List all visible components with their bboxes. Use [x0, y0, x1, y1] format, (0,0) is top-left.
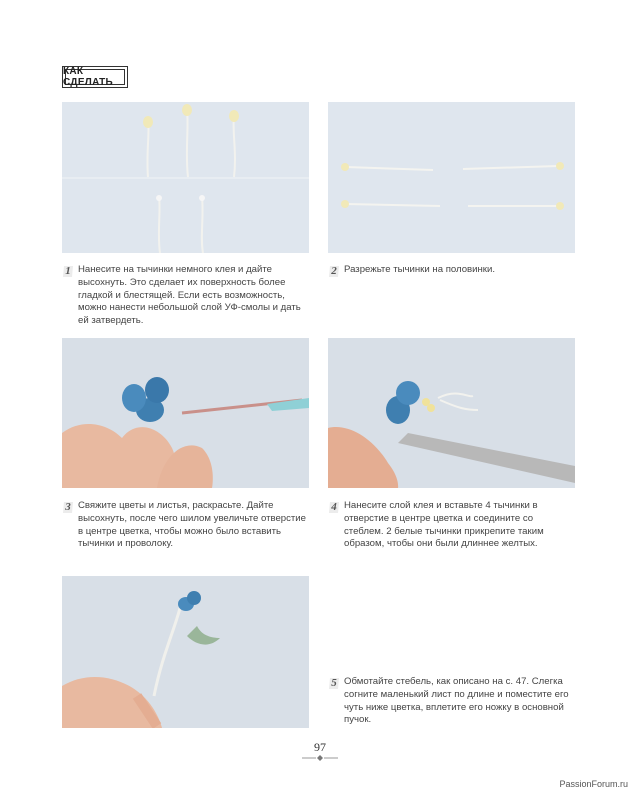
step-1 — [62, 264, 307, 328]
step-3-text: Свяжите цветы и листья, раскрасьте. Дайте высохнуть, после чего шилом увеличьте отверстие в центре цветка, чтобы можно было вставить тычинки и проволоку. — [78, 500, 307, 550]
step-2-text: Разрежьте тычинки на половинки. — [344, 264, 496, 275]
stamens-glue-image — [62, 102, 309, 253]
step-1-photo — [62, 102, 309, 253]
step-2-photo — [328, 102, 575, 253]
step-1-text: Нанесите на тычинки немного клея и дайте высохнуть. Это сделает их поверхность более гладкой и блестящей. Если есть возможность, можно нанести небольшой слой УФ-смолы и дать ей затвердеть. — [78, 264, 301, 327]
step-5-text: Обмотайте стебель, как описано на с. 47. Слегка согните маленький лист по длине и поместите его чуть ниже цветка, вплетите его ножку в основной пучок. — [344, 676, 569, 726]
step-3-photo — [62, 338, 309, 488]
step-4-photo — [328, 338, 575, 488]
awl-flower-image — [62, 338, 309, 488]
watermark: PassionForum.ru — [559, 779, 628, 789]
step-number-badge: 2 — [328, 265, 340, 278]
step-number-badge: 1 — [62, 265, 74, 278]
section-badge: КАК СДЕЛАТЬ — [62, 66, 128, 88]
step-2 — [328, 264, 573, 278]
finished-flower-image — [62, 576, 309, 728]
page-ornament — [300, 754, 340, 762]
step-5-photo — [62, 576, 309, 728]
step-5 — [328, 676, 573, 727]
step-4 — [328, 500, 573, 551]
step-number-badge: 4 — [328, 501, 340, 514]
tweezers-stamens-image — [328, 338, 575, 488]
page-number: 97 — [314, 740, 326, 754]
step-4-text: Нанесите слой клея и вставьте 4 тычинки в отверстие в центре цветка и соедините со стеблем. 2 белые тычинки прикрепите таким образом, чтобы они были длиннее желтых. — [344, 500, 544, 550]
step-number-badge: 5 — [328, 677, 340, 690]
cut-stamens-image — [328, 102, 575, 253]
step-number-badge: 3 — [62, 501, 74, 514]
step-3 — [62, 500, 307, 551]
